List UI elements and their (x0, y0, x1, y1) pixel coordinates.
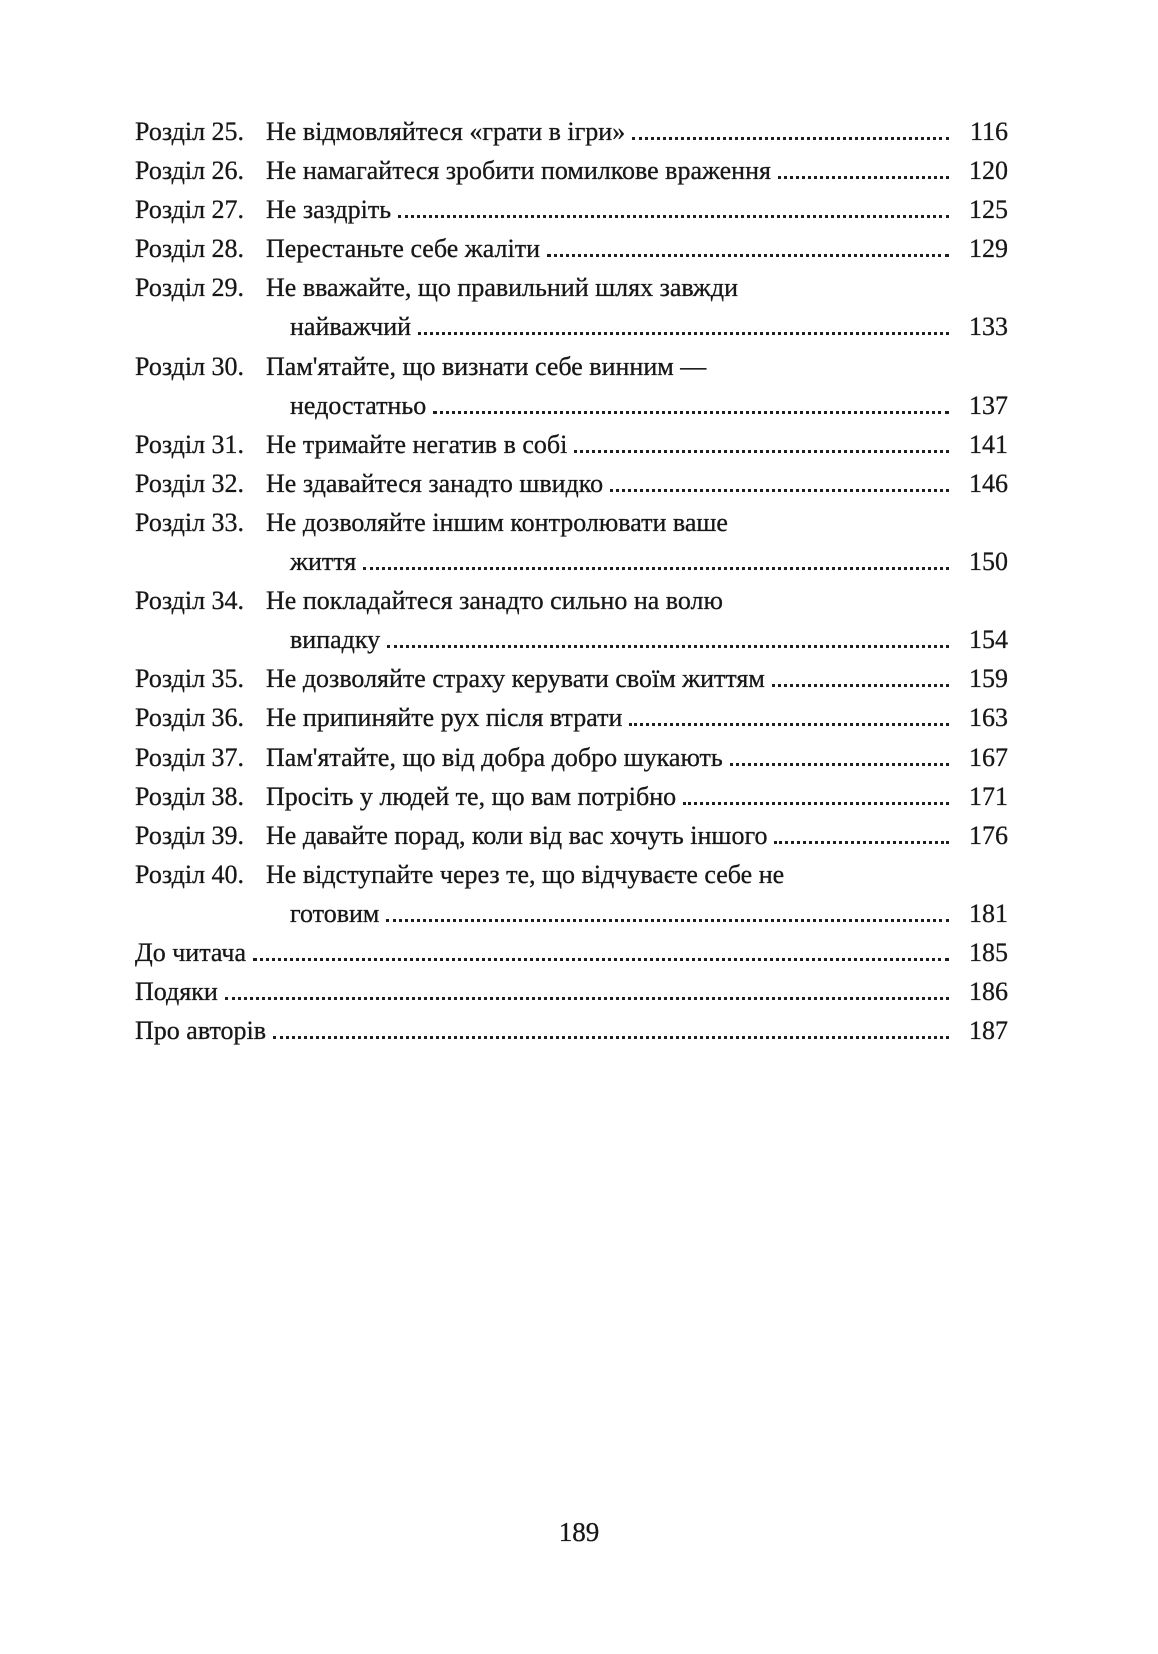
toc-row-continuation (135, 899, 1008, 938)
dot-leader (433, 411, 949, 414)
dot-leader (574, 450, 949, 453)
toc-page-number: 159 (969, 664, 1008, 694)
toc-title: Не відступайте через те, що відчуваєте себе не (266, 859, 785, 889)
toc-row-continuation (135, 547, 1008, 586)
dot-leader (418, 332, 949, 335)
toc-title: До читача (135, 937, 247, 967)
toc-page-number: 186 (969, 977, 1008, 1007)
dot-leader (610, 489, 949, 492)
toc-row (135, 273, 1008, 312)
toc-chapter-label: Розділ 26. (135, 156, 245, 186)
toc-row (135, 234, 1008, 273)
toc-page-number: 171 (969, 781, 1008, 811)
toc-row (135, 508, 1008, 547)
toc-title: Не вважайте, що правильний шлях завжди (266, 273, 739, 303)
dot-leader (547, 254, 949, 257)
toc-chapter-label: Розділ 38. (135, 781, 245, 811)
toc-title: Просіть у людей те, що вам потрібно (266, 781, 677, 811)
dot-leader (778, 176, 949, 179)
dot-leader (632, 137, 949, 140)
toc-page-number: 185 (969, 937, 1008, 967)
dot-leader (683, 802, 949, 805)
toc-row (135, 586, 1008, 625)
toc-page-number: 129 (969, 234, 1008, 264)
toc-chapter-label: Розділ 27. (135, 195, 245, 225)
toc-row (135, 195, 1008, 234)
toc-page-number: 146 (969, 468, 1008, 498)
toc-page-number: 181 (969, 898, 1008, 928)
toc-row (135, 743, 1008, 782)
dot-leader (253, 958, 949, 961)
dot-leader (772, 684, 949, 687)
toc-row (135, 156, 1008, 195)
toc-row (135, 352, 1008, 391)
toc-page-number: 137 (969, 390, 1008, 420)
toc-row (135, 860, 1008, 899)
toc-row (135, 938, 1008, 977)
toc-row-continuation (135, 391, 1008, 430)
toc-title: Пам'ятайте, що від добра добро шукають (266, 742, 723, 772)
toc-row-continuation (135, 312, 1008, 351)
toc-row (135, 1016, 1008, 1055)
toc-title: Не припиняйте рух після втрати (266, 703, 623, 733)
toc-chapter-label: Розділ 37. (135, 742, 245, 772)
toc-title: Не покладайтеся занадто сильно на волю (266, 586, 723, 616)
toc-page-number: 133 (969, 312, 1008, 342)
toc-row (135, 703, 1008, 742)
toc-page-number: 176 (969, 820, 1008, 850)
table-of-contents (135, 117, 1008, 1055)
toc-row (135, 664, 1008, 703)
toc-chapter-label: Розділ 25. (135, 117, 245, 146)
toc-title: Не тримайте негатив в собі (266, 429, 568, 459)
toc-title: Подяки (135, 977, 218, 1007)
toc-page-number: 167 (969, 742, 1008, 772)
toc-chapter-label: Розділ 28. (135, 234, 245, 264)
toc-title: Перестаньте себе жаліти (266, 234, 540, 264)
toc-title: Про авторів (135, 1016, 266, 1046)
dot-leader (225, 997, 949, 1000)
toc-title: Не заздріть (266, 195, 392, 225)
toc-page-number: 125 (969, 195, 1008, 225)
toc-page-number: 187 (969, 1016, 1008, 1046)
toc-title: найважчий (290, 312, 412, 342)
toc-title: Не давайте порад, коли від вас хочуть іншого (266, 820, 768, 850)
toc-title: Не відмовляйтеся «грати в ігри» (266, 117, 626, 146)
toc-chapter-label: Розділ 39. (135, 820, 245, 850)
toc-row (135, 977, 1008, 1016)
dot-leader (629, 723, 949, 726)
toc-chapter-label: Розділ 30. (135, 351, 245, 381)
toc-chapter-label: Розділ 31. (135, 429, 245, 459)
toc-page-number: 150 (969, 547, 1008, 577)
toc-title: Не дозволяйте страху керувати своїм життям (266, 664, 765, 694)
folio-page-number: 189 (558, 1517, 600, 1547)
toc-title: Не намагайтеся зробити помилкове враження (266, 156, 771, 186)
toc-page-number: 163 (969, 703, 1008, 733)
toc-row (135, 782, 1008, 821)
toc-page-number: 154 (969, 625, 1008, 655)
toc-page-number: 116 (969, 117, 1008, 146)
dot-leader (363, 567, 949, 570)
toc-chapter-label: Розділ 29. (135, 273, 245, 303)
toc-chapter-label: Розділ 36. (135, 703, 245, 733)
dot-leader (730, 763, 949, 766)
toc-chapter-label: Розділ 40. (135, 859, 245, 889)
toc-chapter-label: Розділ 32. (135, 468, 245, 498)
dot-leader (398, 215, 949, 218)
dot-leader (387, 645, 949, 648)
toc-title: Не дозволяйте іншим контролювати ваше (266, 507, 728, 537)
toc-title: Не здавайтеся занадто швидко (266, 468, 604, 498)
toc-page-number: 141 (969, 429, 1008, 459)
toc-chapter-label: Розділ 33. (135, 507, 245, 537)
toc-title: випадку (290, 625, 381, 655)
toc-title: готовим (290, 898, 380, 928)
dot-leader (273, 1036, 949, 1039)
dot-leader (774, 841, 949, 844)
toc-chapter-label: Розділ 34. (135, 586, 245, 616)
toc-row (135, 117, 1008, 156)
toc-row (135, 469, 1008, 508)
toc-row (135, 821, 1008, 860)
toc-chapter-label: Розділ 35. (135, 664, 245, 694)
toc-title: недостатньо (290, 390, 427, 420)
toc-row (135, 430, 1008, 469)
toc-row-continuation (135, 625, 1008, 664)
toc-title: Пам'ятайте, що визнати себе винним — (266, 351, 707, 381)
toc-title: життя (290, 547, 357, 577)
toc-page-number: 120 (969, 156, 1008, 186)
dot-leader (386, 919, 949, 922)
